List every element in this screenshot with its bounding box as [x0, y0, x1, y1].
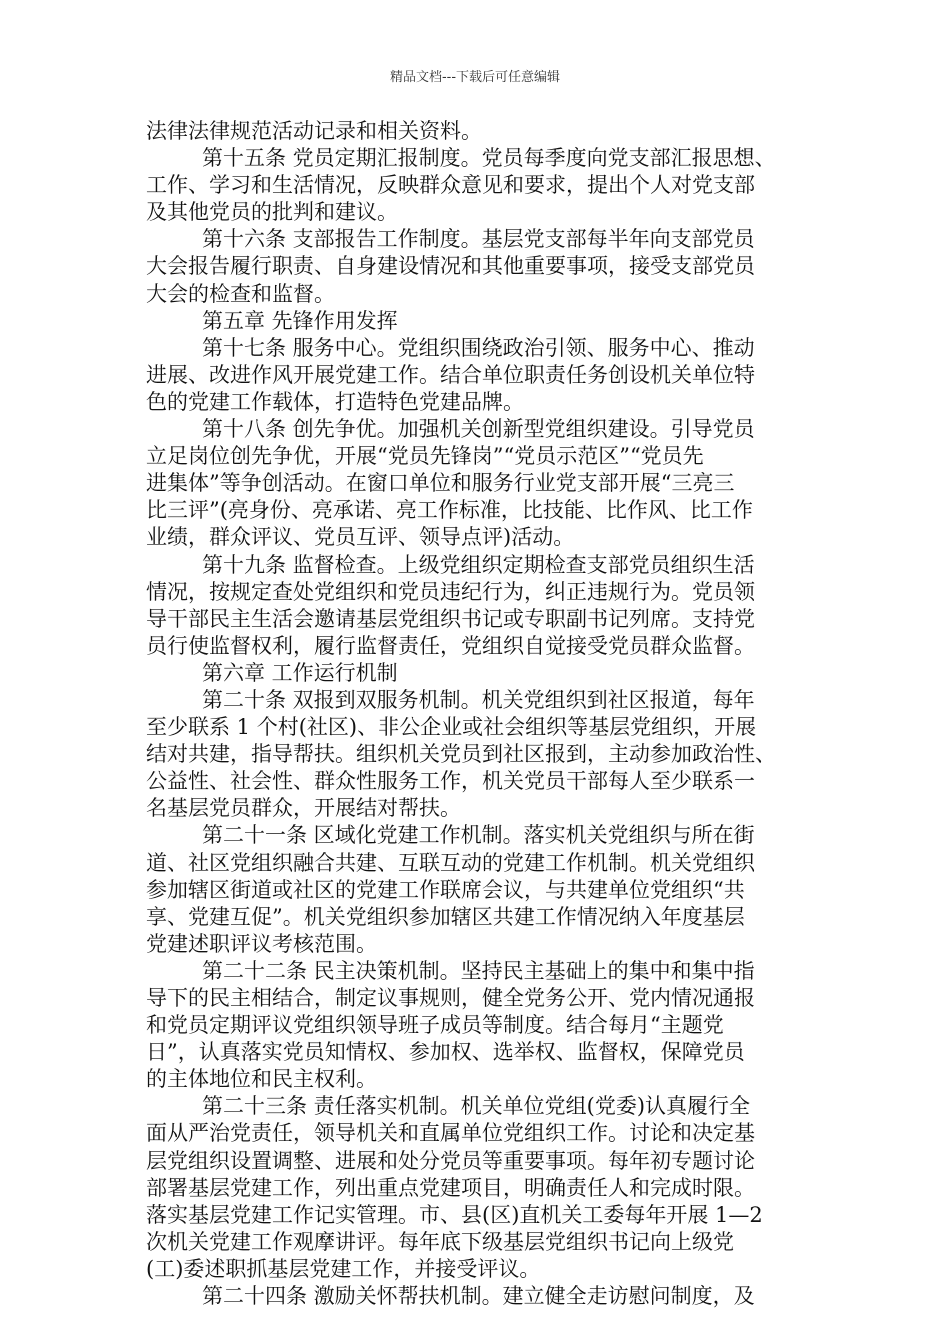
text-line: 大会的检查和监督。	[146, 281, 335, 306]
text-line: 比三评”(亮身份、亮承诺、亮工作标准，比技能、比作风、比工作	[146, 498, 753, 523]
text-line: 第二十四条 激励关怀帮扶机制。建立健全走访慰问制度，及	[202, 1284, 755, 1309]
text-line: 第六章 工作运行机制	[202, 660, 398, 685]
text-line: 参加辖区街道或社区的党建工作联席会议，与共建单位党组织“共	[146, 877, 745, 902]
text-line: 第五章 先锋作用发挥	[202, 308, 398, 333]
text-line: 第二十三条 责任落实机制。机关单位党组(党委)认真履行全	[202, 1094, 751, 1119]
text-line: 党建述职评议考核范围。	[146, 931, 377, 956]
text-line: 第十七条 服务中心。党组织围绕政治引领、服务中心、推动	[202, 335, 755, 360]
text-line: 色的党建工作载体，打造特色党建品牌。	[146, 389, 524, 414]
text-line: 进展、改进作风开展党建工作。结合单位职责任务创设机关单位特	[146, 362, 755, 387]
text-line: 导下的民主相结合，制定议事规则，健全党务公开、党内情况通报	[146, 986, 755, 1010]
text-line: 大会报告履行职责、自身建设情况和其他重要事项，接受支部党员	[146, 254, 755, 279]
text-line: 第十八条 创先争优。加强机关创新型党组织建设。引导党员	[202, 417, 755, 442]
text-line: 第二十一条 区域化党建工作机制。落实机关党组织与所在街	[202, 823, 755, 848]
text-line: 落实基层党建工作记实管理。市、县(区)直机关工委每年开展 1—2	[146, 1202, 763, 1227]
text-line: 次机关党建工作观摩讲评。每年底下级基层党组织书记向上级党	[146, 1229, 734, 1254]
text-line: 立足岗位创先争优，开展“党员先锋岗”“党员示范区”“党员先	[146, 444, 704, 469]
text-line: 工作、学习和生活情况，反映群众意见和要求，提出个人对党支部	[146, 173, 755, 198]
text-line: 日”，认真落实党员知情权、参加权、选举权、监督权，保障党员	[146, 1040, 745, 1065]
page-header: 精品文档---下载后可任意编辑	[389, 70, 561, 85]
text-line: 的主体地位和民主权利。	[146, 1067, 377, 1092]
text-line: 公益性、社会性、群众性服务工作，机关党员干部每人至少联系一	[146, 769, 755, 794]
text-line: 层党组织设置调整、进展和处分党员等重要事项。每年初专题讨论	[146, 1148, 755, 1173]
text-line: 部署基层党建工作，列出重点党建项目，明确责任人和完成时限。	[146, 1175, 755, 1200]
text-line: 和党员定期评议党组织领导班子成员等制度。结合每月“主题党	[146, 1013, 724, 1038]
text-line: 道、社区党组织融合共建、互联互动的党建工作机制。机关党组织	[146, 850, 755, 875]
text-line: 法律法律规范活动记录和相关资料。	[146, 119, 482, 143]
text-line: 业绩，群众评议、党员互评、领导点评)活动。	[146, 525, 575, 550]
text-line: 面从严治党责任，领导机关和直属单位党组织工作。讨论和决定基	[146, 1121, 755, 1146]
text-line: 进集体”等争创活动。在窗口单位和服务行业党支部开展“三亮三	[146, 471, 735, 496]
text-line: 第十五条 党员定期汇报制度。党员每季度向党支部汇报思想、	[202, 146, 776, 171]
text-line: 至少联系 1 个村(社区)、非公企业或社会组织等基层党组织，开展	[146, 715, 757, 740]
text-line: 第二十条 双报到双服务机制。机关党组织到社区报道，每年	[202, 687, 755, 712]
text-line: 员行使监督权利，履行监督责任，党组织自觉接受党员群众监督。	[146, 633, 755, 658]
text-line: 第十九条 监督检查。上级党组织定期检查支部党员组织生活	[202, 552, 755, 577]
text-line: (工)委述职抓基层党建工作，并接受评议。	[146, 1256, 541, 1281]
text-line: 导干部民主生活会邀请基层党组织书记或专职副书记列席。支持党	[146, 606, 755, 631]
text-line: 结对共建，指导帮扶。组织机关党员到社区报到，主动参加政治性、	[146, 742, 776, 767]
document-body	[146, 118, 822, 1310]
text-line: 及其他党员的批判和建议。	[146, 200, 398, 225]
text-line: 第二十二条 民主决策机制。坚持民主基础上的集中和集中指	[202, 958, 755, 983]
text-line: 第十六条 支部报告工作制度。基层党支部每半年向支部党员	[202, 227, 755, 252]
text-line: 享、党建互促”。机关党组织参加辖区共建工作情况纳入年度基层	[146, 904, 745, 929]
text-line: 名基层党员群众，开展结对帮扶。	[146, 796, 461, 821]
text-line: 情况，按规定查处党组织和党员违纪行为，纠正违规行为。党员领	[146, 579, 755, 604]
